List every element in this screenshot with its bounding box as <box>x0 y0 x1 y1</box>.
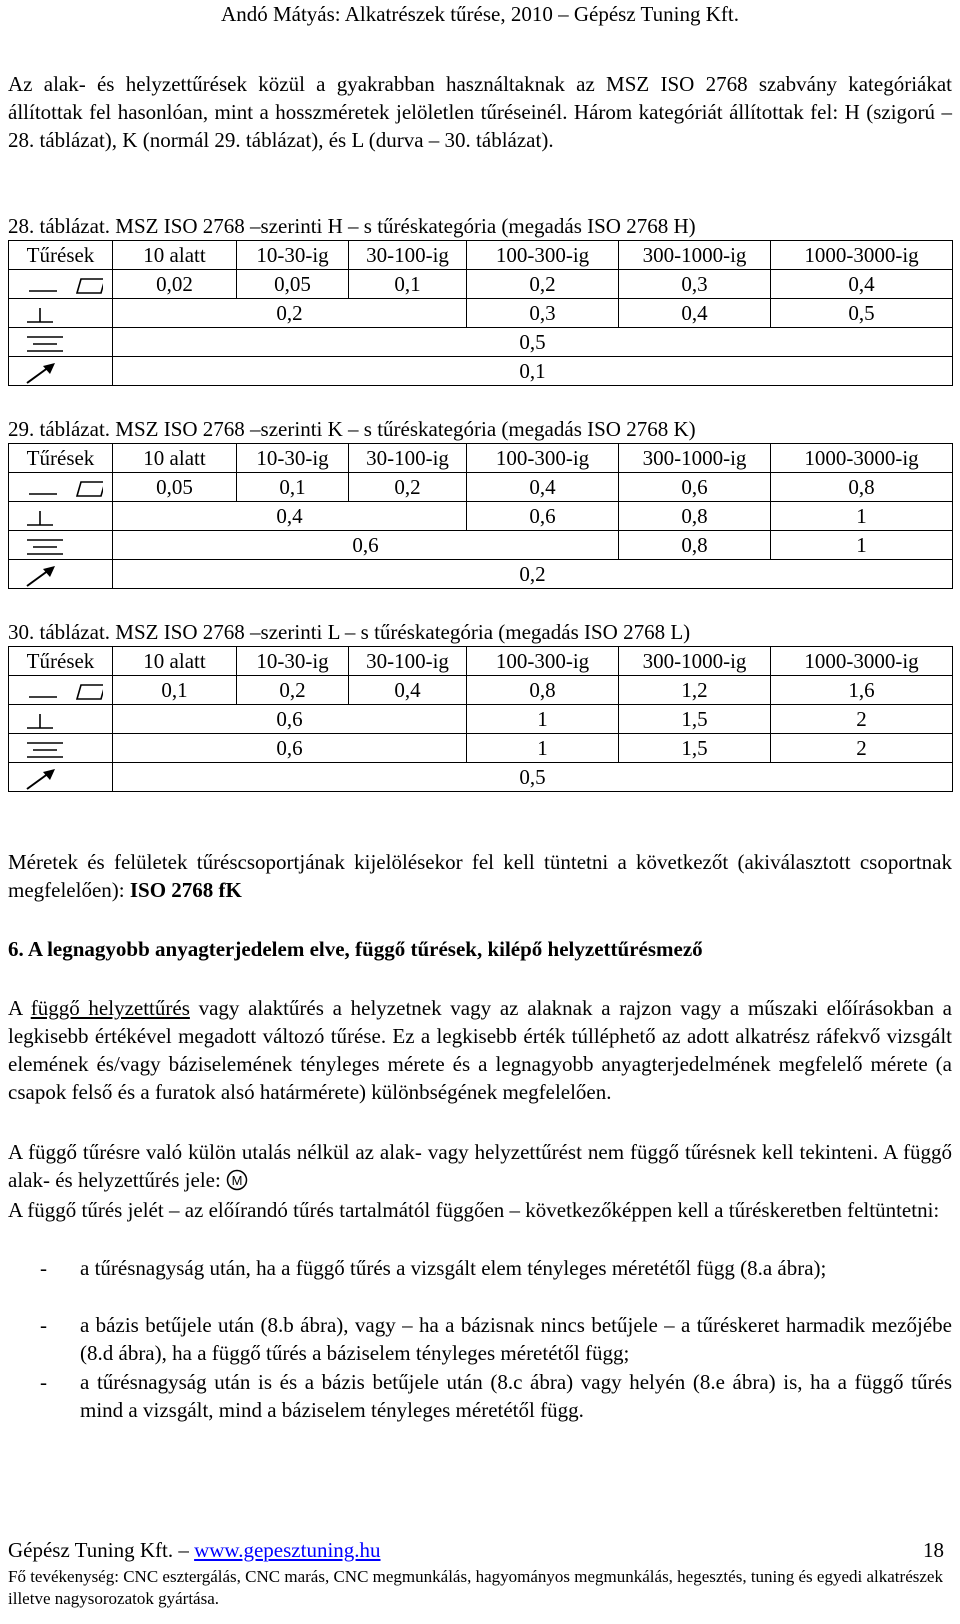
marking-code: ISO 2768 fK <box>129 878 242 902</box>
table-29 <box>8 443 953 589</box>
table-row <box>9 299 953 328</box>
text-run: A <box>8 996 31 1020</box>
cell: 2 <box>771 705 953 734</box>
table-row <box>9 705 953 734</box>
cell: 0,2 <box>113 299 467 328</box>
header-cell: 1000-3000-ig <box>771 647 953 676</box>
list-text: a tűrésnagyság után, ha a függő tűrés a vizsgált elem tényleges méretétől függ (8.a ábra); <box>80 1256 827 1280</box>
cell: 1 <box>467 705 619 734</box>
cell: 0,4 <box>113 502 467 531</box>
list-text: a bázis betűjele után (8.b ábra), vagy – ha a bázisnak nincs betűjele – a tűréskeret harmadik mezőjébe (8.d ábra), ha a függő tűrés a báziselem tényleges méretétől függ; <box>80 1313 952 1365</box>
table-row <box>9 531 953 560</box>
table-row <box>9 734 953 763</box>
cell: 0,8 <box>771 473 953 502</box>
table-row <box>9 270 953 299</box>
table-29-caption: 29. táblázat. MSZ ISO 2768 –szerinti K – s tűréskategória (megadás ISO 2768 K) <box>8 417 696 441</box>
cell: 0,5 <box>771 299 953 328</box>
cell: 1 <box>771 502 953 531</box>
footer-activity: Fő tevékenység: CNC esztergálás, CNC marás, CNC megmunkálás, hagyományos megmunkálás, hegesztés, tuning és egyedi alkatrészek illetve nagysorozatok gyártása. <box>8 1567 943 1608</box>
runout-symbol-cell <box>9 357 113 386</box>
table-row <box>9 357 953 386</box>
marking-text: Méretek és felületek tűréscsoportjának kijelölésekor fel kell tüntetni a következőt (akiválasztott csoportnak megfelelően): <box>8 850 952 902</box>
footer-company: Gépész Tuning Kft. – <box>8 1538 195 1562</box>
runout-symbol-cell <box>9 560 113 589</box>
cell: 2 <box>771 734 953 763</box>
straightness-flatness-symbol-cell <box>9 270 113 299</box>
cell: 0,6 <box>113 734 467 763</box>
cell: 0,6 <box>113 531 619 560</box>
header-cell: 10-30-ig <box>237 647 349 676</box>
cell: 0,2 <box>467 270 619 299</box>
header-cell: 30-100-ig <box>349 241 467 270</box>
table-row <box>9 560 953 589</box>
cell: 0,05 <box>113 473 237 502</box>
header-cell: 10 alatt <box>113 241 237 270</box>
cell: 0,2 <box>113 560 953 589</box>
symmetry-symbol-cell <box>9 531 113 560</box>
cell: 1,5 <box>619 734 771 763</box>
section-heading: 6. A legnagyobb anyagterjedelem elve, függő tűrések, kilépő helyzettűrésmező <box>8 937 703 961</box>
cell: 0,3 <box>467 299 619 328</box>
header-cell: 10 alatt <box>113 647 237 676</box>
cell: 1,2 <box>619 676 771 705</box>
straightness-flatness-icon <box>23 479 103 499</box>
cell: 0,2 <box>237 676 349 705</box>
table-30 <box>8 646 953 792</box>
list-dash: - <box>40 1370 47 1394</box>
perpendicularity-icon <box>23 305 63 325</box>
footer-line <box>8 1536 952 1564</box>
header-cell: 300-1000-ig <box>619 444 771 473</box>
header-cell: 100-300-ig <box>467 241 619 270</box>
cell: 0,3 <box>619 270 771 299</box>
cell: 1 <box>771 531 953 560</box>
body-paragraph-3: A függő tűrés jelét – az előírandó tűrés tartalmától függően – következőképpen kell a tűréskeretben feltüntetni: <box>8 1198 940 1222</box>
body-paragraph-2 <box>8 1138 952 1194</box>
header-cell: 30-100-ig <box>349 444 467 473</box>
perpendicularity-symbol-cell <box>9 502 113 531</box>
table-row <box>9 473 953 502</box>
cell: 1,5 <box>619 705 771 734</box>
text-run: vagy alaktűrés a helyzetnek vagy az alaknak a rajzon vagy a műszaki előírásokban a legkisebb értékével megadott változó tűrése. Ez a legkisebb érték túlléphető az adott alkatrész ráfekvő vizsgált elemének és/vagy báziselemének tényleges mérete és a legnagyobb anyagterjedelmének megfelelő mérete (a csapok felső és a furatok alsó határmérete) különbségének megfelelően. <box>8 996 952 1104</box>
runout-symbol-cell <box>9 763 113 792</box>
header-cell: 10-30-ig <box>237 444 349 473</box>
cell: 0,6 <box>113 705 467 734</box>
table-row <box>9 647 953 676</box>
footer-website-link[interactable]: www.gepesztuning.hu <box>194 1538 381 1562</box>
body-paragraph-1 <box>8 994 952 1106</box>
symmetry-icon <box>23 333 67 355</box>
header-cell: Tűrések <box>9 647 113 676</box>
cell: 0,6 <box>467 502 619 531</box>
cell: 0,5 <box>113 328 953 357</box>
straightness-flatness-symbol-cell <box>9 676 113 705</box>
cell: 0,1 <box>349 270 467 299</box>
header-cell: 100-300-ig <box>467 647 619 676</box>
perpendicularity-symbol-cell <box>9 705 113 734</box>
table-row <box>9 763 953 792</box>
cell: 0,4 <box>349 676 467 705</box>
circled-m-icon <box>226 1169 248 1191</box>
cell: 0,02 <box>113 270 237 299</box>
intro-paragraph: Az alak- és helyzettűrések közül a gyakrabban használtaknak az MSZ ISO 2768 szabvány kategóriákat állítottak fel hasonlóan, mint a hosszméretek jelöletlen tűréseinél. Három kategóriát állítottak fel: H (szigorú – 28. táblázat), K (normál 29. táblázat), és L (durva – 30. táblázat). <box>8 72 952 152</box>
table-row <box>9 502 953 531</box>
symmetry-symbol-cell <box>9 328 113 357</box>
header-cell: 10-30-ig <box>237 241 349 270</box>
marking-paragraph <box>8 848 952 904</box>
header-cell: 1000-3000-ig <box>771 444 953 473</box>
table-28 <box>8 240 953 386</box>
cell: 0,6 <box>619 473 771 502</box>
straightness-flatness-symbol-cell <box>9 473 113 502</box>
straightness-flatness-icon <box>23 276 103 296</box>
text-run: A függő tűrésre való külön utalás nélkül az alak- vagy helyzettűrést nem függő tűrésnek kell tekinteni. A függő alak- és helyzettűrés jele: <box>8 1140 952 1192</box>
symmetry-icon <box>23 739 67 761</box>
straightness-flatness-icon <box>23 682 103 702</box>
perpendicularity-icon <box>23 508 63 528</box>
symmetry-symbol-cell <box>9 734 113 763</box>
cell: 0,8 <box>619 531 771 560</box>
table-row <box>9 676 953 705</box>
cell: 0,8 <box>619 502 771 531</box>
list-text: a tűrésnagyság után is és a bázis betűjele után (8.c ábra) vagy helyén (8.e ábra) is, ha a függő tűrés mind a vizsgált, mind a báziselem tényleges méretétől függ. <box>80 1370 952 1422</box>
page-number: 18 <box>923 1538 944 1562</box>
header-cell: 10 alatt <box>113 444 237 473</box>
runout-arrow-icon <box>23 361 63 385</box>
cell: 0,5 <box>113 763 953 792</box>
perpendicularity-symbol-cell <box>9 299 113 328</box>
table-row <box>9 328 953 357</box>
symmetry-icon <box>23 536 67 558</box>
circled-m-letter: M <box>231 1173 243 1188</box>
table-row <box>9 444 953 473</box>
cell: 0,1 <box>237 473 349 502</box>
cell: 0,4 <box>619 299 771 328</box>
term-underlined: függő helyzettűrés <box>30 996 190 1020</box>
table-28-caption: 28. táblázat. MSZ ISO 2768 –szerinti H – s tűréskategória (megadás ISO 2768 H) <box>8 214 696 238</box>
cell: 0,8 <box>467 676 619 705</box>
cell: 0,1 <box>113 357 953 386</box>
header-cell: 300-1000-ig <box>619 241 771 270</box>
cell: 0,2 <box>349 473 467 502</box>
table-30-caption: 30. táblázat. MSZ ISO 2768 –szerinti L – s tűréskategória (megadás ISO 2768 L) <box>8 620 691 644</box>
perpendicularity-icon <box>23 711 63 731</box>
cell: 1 <box>467 734 619 763</box>
running-header: Andó Mátyás: Alkatrészek tűrése, 2010 – Gépész Tuning Kft. <box>221 2 739 26</box>
cell: 0,4 <box>467 473 619 502</box>
list-dash: - <box>40 1256 47 1280</box>
cell: 0,4 <box>771 270 953 299</box>
list-dash: - <box>40 1313 47 1337</box>
runout-arrow-icon <box>23 564 63 588</box>
header-cell: Tűrések <box>9 444 113 473</box>
header-cell: Tűrések <box>9 241 113 270</box>
runout-arrow-icon <box>23 767 63 791</box>
header-cell: 300-1000-ig <box>619 647 771 676</box>
header-cell: 1000-3000-ig <box>771 241 953 270</box>
header-cell: 30-100-ig <box>349 647 467 676</box>
cell: 0,05 <box>237 270 349 299</box>
cell: 0,1 <box>113 676 237 705</box>
cell: 1,6 <box>771 676 953 705</box>
header-cell: 100-300-ig <box>467 444 619 473</box>
table-row <box>9 241 953 270</box>
